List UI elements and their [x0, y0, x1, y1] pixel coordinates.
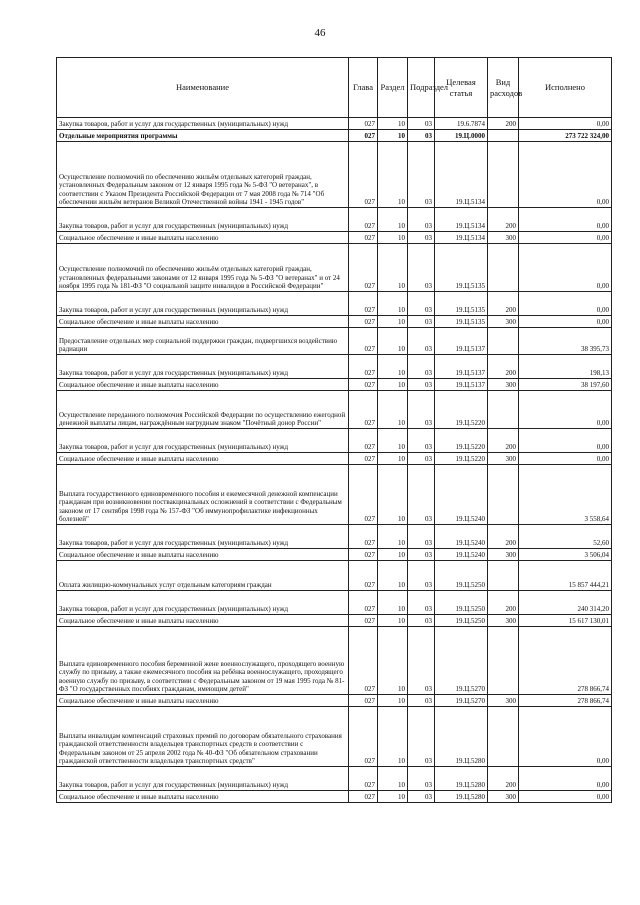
row-name: Закупка товаров, работ и услуг для государственных (муниципальных) нужд: [57, 355, 349, 379]
table-row: [57, 391, 612, 429]
row-executed: 273 722 324,00: [519, 130, 612, 142]
row-type: 200: [488, 525, 519, 549]
row-name: Социальное обеспечение и иные выплаты населению: [57, 615, 349, 627]
row-name: Социальное обеспечение и иные выплаты населению: [57, 791, 349, 803]
row-subsection: 03: [408, 561, 435, 591]
table-row: [57, 591, 612, 615]
row-subsection: 03: [408, 391, 435, 429]
row-executed: 15 857 444,21: [519, 561, 612, 591]
row-section: 10: [378, 429, 408, 453]
row-type: 300: [488, 379, 519, 391]
row-target: 19.Ц.5137: [435, 379, 488, 391]
row-type: 200: [488, 208, 519, 232]
row-subsection: 03: [408, 316, 435, 328]
row-section: 10: [378, 615, 408, 627]
row-name: Предоставление отдельных мер социальной поддержки граждан, подвергшихся воздействию радиации: [57, 328, 349, 355]
table-row: [57, 130, 612, 142]
row-name: Закупка товаров, работ и услуг для государственных (муниципальных) нужд: [57, 118, 349, 130]
row-chapter: 027: [349, 391, 378, 429]
row-section: 10: [378, 355, 408, 379]
row-chapter: 027: [349, 695, 378, 707]
row-chapter: 027: [349, 118, 378, 130]
row-target: 19.Ц.5250: [435, 561, 488, 591]
row-subsection: 03: [408, 379, 435, 391]
row-name: Отдельные мероприятия программы: [57, 130, 349, 142]
row-type: [488, 707, 519, 767]
row-chapter: 027: [349, 453, 378, 465]
row-type: 300: [488, 453, 519, 465]
row-subsection: 03: [408, 549, 435, 561]
row-section: 10: [378, 465, 408, 525]
row-target: 19.Ц.5135: [435, 292, 488, 316]
row-type: 300: [488, 791, 519, 803]
table-row: [57, 232, 612, 244]
row-target: 19.Ц.5137: [435, 355, 488, 379]
budget-execution-table: [56, 57, 612, 803]
row-target: 19.Ц.5280: [435, 791, 488, 803]
row-type: [488, 627, 519, 695]
table-row: [57, 561, 612, 591]
row-executed: 0,00: [519, 316, 612, 328]
table-row: [57, 429, 612, 453]
row-section: 10: [378, 549, 408, 561]
page-number: 46: [314, 27, 326, 39]
row-name: Социальное обеспечение и иные выплаты населению: [57, 549, 349, 561]
row-executed: 15 617 130,01: [519, 615, 612, 627]
row-section: 10: [378, 292, 408, 316]
row-executed: 0,00: [519, 118, 612, 130]
row-chapter: 027: [349, 707, 378, 767]
row-chapter: 027: [349, 355, 378, 379]
row-chapter: 027: [349, 142, 378, 208]
table-row: [57, 118, 612, 130]
row-chapter: 027: [349, 627, 378, 695]
row-subsection: 03: [408, 615, 435, 627]
row-section: 10: [378, 316, 408, 328]
row-subsection: 03: [408, 791, 435, 803]
row-chapter: 027: [349, 244, 378, 292]
table-row: [57, 695, 612, 707]
row-subsection: 03: [408, 591, 435, 615]
row-name: Оплата жилищно-коммунальных услуг отдельным категориям граждан: [57, 561, 349, 591]
row-target: 19.Ц.5280: [435, 767, 488, 791]
row-section: 10: [378, 791, 408, 803]
table-row: [57, 208, 612, 232]
table-body: [57, 118, 612, 803]
row-subsection: 03: [408, 244, 435, 292]
row-section: 10: [378, 525, 408, 549]
row-executed: 278 866,74: [519, 695, 612, 707]
row-subsection: 03: [408, 292, 435, 316]
row-executed: 0,00: [519, 791, 612, 803]
row-type: [488, 328, 519, 355]
row-subsection: 03: [408, 328, 435, 355]
row-type: 300: [488, 549, 519, 561]
row-subsection: 03: [408, 130, 435, 142]
row-subsection: 03: [408, 142, 435, 208]
row-chapter: 027: [349, 429, 378, 453]
row-target: 19.Ц.5220: [435, 391, 488, 429]
row-executed: 198,13: [519, 355, 612, 379]
row-section: 10: [378, 208, 408, 232]
row-chapter: 027: [349, 791, 378, 803]
row-subsection: 03: [408, 453, 435, 465]
row-name: Закупка товаров, работ и услуг для государственных (муниципальных) нужд: [57, 591, 349, 615]
table-row: [57, 525, 612, 549]
row-subsection: 03: [408, 707, 435, 767]
row-executed: 240 314,20: [519, 591, 612, 615]
row-name: Социальное обеспечение и иные выплаты населению: [57, 232, 349, 244]
row-target: 19.Ц.0000: [435, 130, 488, 142]
row-type: 200: [488, 591, 519, 615]
table-row: [57, 615, 612, 627]
table-row: [57, 142, 612, 208]
row-executed: 0,00: [519, 391, 612, 429]
row-section: 10: [378, 328, 408, 355]
row-section: 10: [378, 627, 408, 695]
row-target: 19.Ц.5250: [435, 615, 488, 627]
table-row: [57, 627, 612, 695]
row-type: [488, 130, 519, 142]
row-chapter: 027: [349, 232, 378, 244]
row-chapter: 027: [349, 379, 378, 391]
row-type: 300: [488, 695, 519, 707]
row-type: 300: [488, 232, 519, 244]
row-type: [488, 391, 519, 429]
row-type: [488, 244, 519, 292]
row-subsection: 03: [408, 208, 435, 232]
row-target: 19.Ц.5135: [435, 244, 488, 292]
row-type: 200: [488, 118, 519, 130]
row-target: 19.Ц.5134: [435, 232, 488, 244]
row-type: 200: [488, 292, 519, 316]
row-subsection: 03: [408, 118, 435, 130]
row-name: Социальное обеспечение и иные выплаты населению: [57, 379, 349, 391]
row-target: 19.Ц.5135: [435, 316, 488, 328]
row-subsection: 03: [408, 627, 435, 695]
row-type: [488, 465, 519, 525]
row-name: Социальное обеспечение и иные выплаты населению: [57, 453, 349, 465]
table-row: [57, 292, 612, 316]
row-type: 300: [488, 615, 519, 627]
row-name: Закупка товаров, работ и услуг для государственных (муниципальных) нужд: [57, 292, 349, 316]
row-section: 10: [378, 391, 408, 429]
row-name: Социальное обеспечение и иные выплаты населению: [57, 695, 349, 707]
row-type: 200: [488, 355, 519, 379]
row-target: 19.Ц.5240: [435, 549, 488, 561]
header-chapter: Глава: [349, 58, 378, 118]
row-section: 10: [378, 232, 408, 244]
row-name: Осуществление полномочий по обеспечению жильём отдельных категорий граждан, установленных федеральными законами от 12 января 1995 года № 5-ФЗ "О ветеранах" и от 24 ноября 1995 года № 181-ФЗ "О социальной защите инвалидов в Российской Федерации": [57, 244, 349, 292]
row-section: 10: [378, 591, 408, 615]
row-chapter: 027: [349, 328, 378, 355]
row-target: 19.Ц.5134: [435, 142, 488, 208]
row-section: 10: [378, 453, 408, 465]
row-executed: 38 197,60: [519, 379, 612, 391]
header-subsection: Подраздел: [408, 58, 435, 118]
row-executed: 0,00: [519, 142, 612, 208]
row-name: Закупка товаров, работ и услуг для государственных (муниципальных) нужд: [57, 208, 349, 232]
row-section: 10: [378, 244, 408, 292]
row-chapter: 027: [349, 525, 378, 549]
row-chapter: 027: [349, 591, 378, 615]
header-type: Вид расходов: [488, 58, 519, 118]
row-target: 19.Ц.5134: [435, 208, 488, 232]
row-name: Закупка товаров, работ и услуг для государственных (муниципальных) нужд: [57, 429, 349, 453]
header-section: Раздел: [378, 58, 408, 118]
row-executed: 0,00: [519, 244, 612, 292]
row-target: 19.Ц.5280: [435, 707, 488, 767]
row-name: Закупка товаров, работ и услуг для государственных (муниципальных) нужд: [57, 767, 349, 791]
row-executed: 0,00: [519, 453, 612, 465]
table-row: [57, 707, 612, 767]
row-target: 19.Ц.5270: [435, 695, 488, 707]
row-section: 10: [378, 130, 408, 142]
table-row: [57, 549, 612, 561]
row-chapter: 027: [349, 561, 378, 591]
table-row: [57, 379, 612, 391]
row-subsection: 03: [408, 525, 435, 549]
row-chapter: 027: [349, 767, 378, 791]
row-executed: 0,00: [519, 767, 612, 791]
row-target: 19.Ц.5220: [435, 429, 488, 453]
row-chapter: 027: [349, 316, 378, 328]
row-executed: 0,00: [519, 707, 612, 767]
header-name: Наименование: [57, 58, 349, 118]
row-target: 19.6.7874: [435, 118, 488, 130]
row-executed: 0,00: [519, 429, 612, 453]
table-row: [57, 767, 612, 791]
row-chapter: 027: [349, 208, 378, 232]
row-executed: 38 395,73: [519, 328, 612, 355]
row-name: Осуществление полномочий по обеспечению жильём отдельных категорий граждан, установленных Федеральным законом от 12 января 1995 года № 5-ФЗ "О ветеранах", в соответствии с Указом Президента Российской Федерации от 7 мая 2008 года № 714 "Об обеспечении жильём ветеранов Великой Отечественной войны 1941 - 1945 годов": [57, 142, 349, 208]
row-type: [488, 142, 519, 208]
row-target: 19.Ц.5220: [435, 453, 488, 465]
row-section: 10: [378, 767, 408, 791]
table-row: [57, 453, 612, 465]
table-row: [57, 244, 612, 292]
row-subsection: 03: [408, 232, 435, 244]
row-target: 19.Ц.5240: [435, 465, 488, 525]
row-executed: 0,00: [519, 208, 612, 232]
row-subsection: 03: [408, 767, 435, 791]
row-executed: 0,00: [519, 232, 612, 244]
row-name: Осуществление переданного полномочия Российской Федерации по осуществлению ежегодной денежной выплаты лицам, награждённым нагрудным знаком "Почётный донор России": [57, 391, 349, 429]
row-subsection: 03: [408, 465, 435, 525]
row-subsection: 03: [408, 429, 435, 453]
row-section: 10: [378, 707, 408, 767]
row-subsection: 03: [408, 355, 435, 379]
row-section: 10: [378, 379, 408, 391]
row-name: Выплаты инвалидам компенсаций страховых премий по договорам обязательного страхования гражданской ответственности владельцев транспортных средств в соответствии с Федеральным законом от 25 апреля 2002 года № 40-ФЗ "Об обязательном страховании гражданской ответственности владельцев транспортных средств": [57, 707, 349, 767]
row-section: 10: [378, 561, 408, 591]
row-chapter: 027: [349, 549, 378, 561]
table-row: [57, 791, 612, 803]
row-chapter: 027: [349, 615, 378, 627]
row-type: [488, 561, 519, 591]
row-name: Выплата государственного единовременного пособия и ежемесячной денежной компенсации гражданам при возникновении поствакцинальных осложнений в соответствии с Федеральным законом от 17 сентября 1998 года № 157-ФЗ "Об иммунопрофилактике инфекционных болезней": [57, 465, 349, 525]
row-name: Выплата единовременного пособия беременной жене военнослужащего, проходящего военную службу по призыву, а также ежемесячного пособия на ребёнка военнослужащего, проходящего военную службу по призыву, в соответствии с Федеральным законом от 19 мая 1995 года № 81-ФЗ "О государственных пособиях гражданам, имеющим детей": [57, 627, 349, 695]
row-type: 300: [488, 316, 519, 328]
row-executed: 3 506,04: [519, 549, 612, 561]
row-chapter: 027: [349, 130, 378, 142]
row-section: 10: [378, 118, 408, 130]
table-header-row: [57, 58, 612, 118]
table-row: [57, 328, 612, 355]
row-section: 10: [378, 695, 408, 707]
row-section: 10: [378, 142, 408, 208]
row-executed: 3 558,64: [519, 465, 612, 525]
table-row: [57, 355, 612, 379]
row-executed: 278 866,74: [519, 627, 612, 695]
row-type: 200: [488, 429, 519, 453]
row-chapter: 027: [349, 465, 378, 525]
row-subsection: 03: [408, 695, 435, 707]
header-target: Целевая статья: [435, 58, 488, 118]
row-name: Закупка товаров, работ и услуг для государственных (муниципальных) нужд: [57, 525, 349, 549]
row-executed: 52,60: [519, 525, 612, 549]
table-row: [57, 465, 612, 525]
row-target: 19.Ц.5270: [435, 627, 488, 695]
row-type: 200: [488, 767, 519, 791]
table-row: [57, 316, 612, 328]
row-name: Социальное обеспечение и иные выплаты населению: [57, 316, 349, 328]
header-executed: Исполнено: [519, 58, 612, 118]
row-target: 19.Ц.5240: [435, 525, 488, 549]
row-executed: 0,00: [519, 292, 612, 316]
row-target: 19.Ц.5137: [435, 328, 488, 355]
row-target: 19.Ц.5250: [435, 591, 488, 615]
row-chapter: 027: [349, 292, 378, 316]
